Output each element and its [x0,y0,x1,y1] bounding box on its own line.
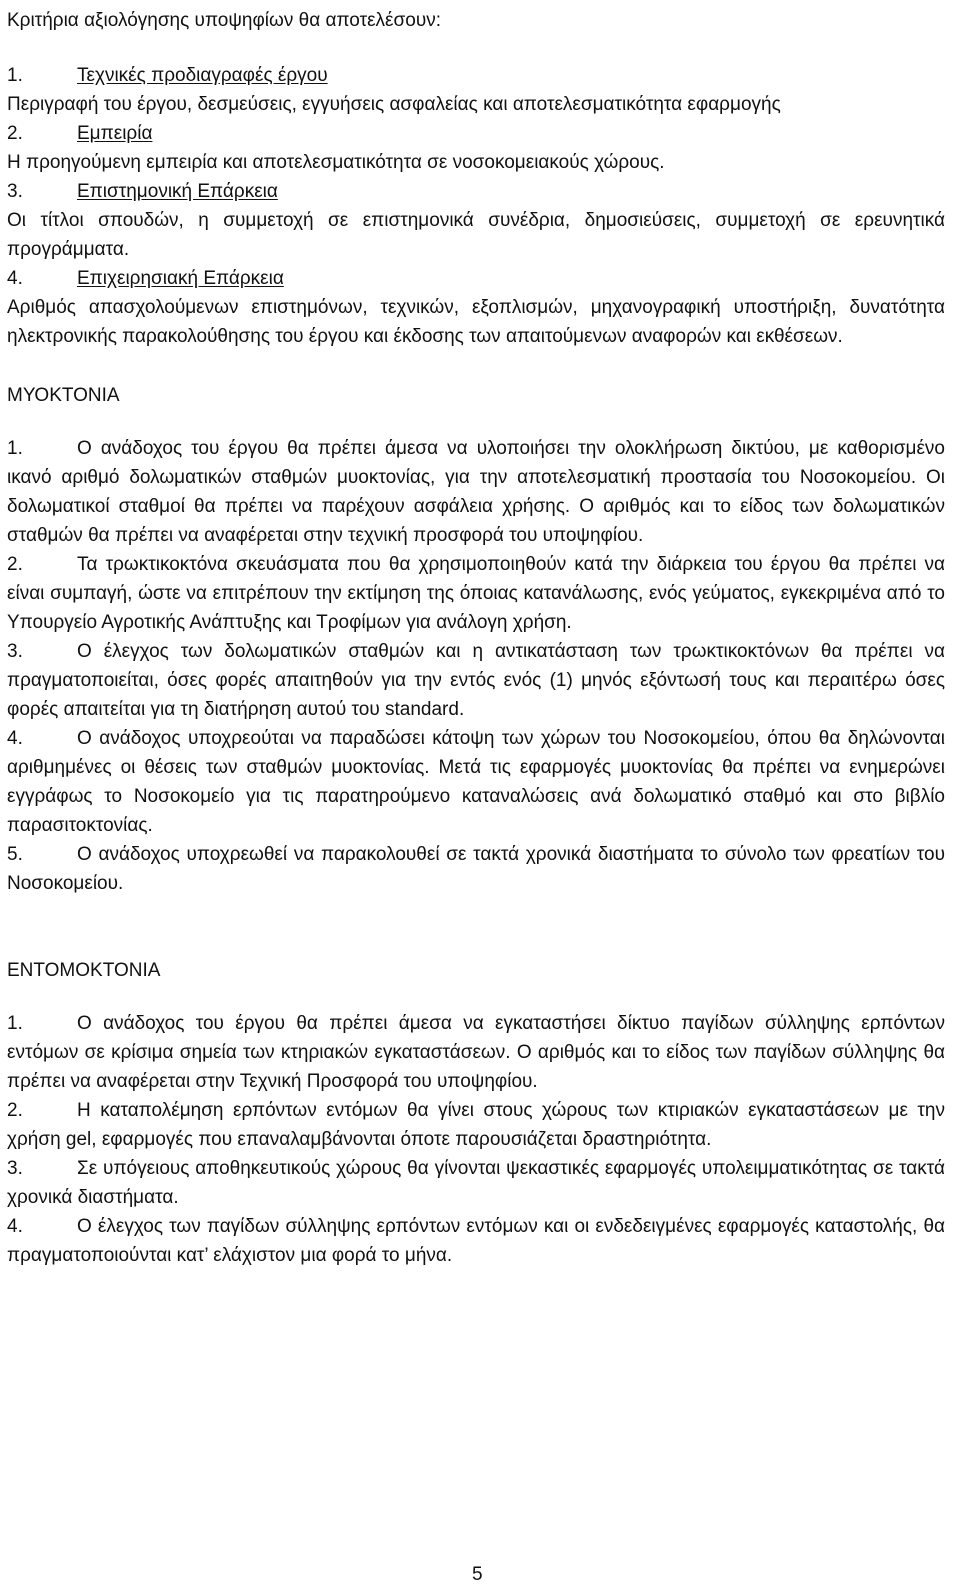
criteria-intro: Κριτήρια αξιολόγησης υποψηφίων θα αποτελέσουν: [7,10,441,31]
item-text: Η καταπολέμηση ερπόντων εντόμων θα γίνει στους χώρους των κτιριακών εγκαταστάσεων με την χρήση gel, εφαρμογές που επαναλαμβάνονται όποτε παρουσιάζεται δραστηριότητα. [7,1100,945,1150]
criterion-number: 2. [7,123,23,144]
item-number: 1. [7,1013,23,1034]
item-text: Ο ανάδοχος υποχρεωθεί να παρακολουθεί σε τακτά χρονικά διαστήματα το σύνολο των φρεατίων του Νοσοκομείου. [7,844,945,894]
item-text: Ο έλεγχος των δολωματικών σταθμών και η αντικατάσταση των τρωκτικοκτόνων θα πρέπει να πραγματοποιείται, όσες φορές απαιτηθούν για την εντός ενός (1) μηνός εξόντωσή τους και περαιτέρω όσες φορές απαιτείται για τη διατήρηση αυτού του standard. [7,641,945,720]
criterion-text: Οι τίτλοι σπουδών, η συμμετοχή σε επιστημονικά συνέδρια, δημοσιεύσεις, συμμετοχή σε ερευνητικά προγράμματα. [7,210,945,260]
item-text: Ο έλεγχος των παγίδων σύλληψης ερπόντων εντόμων και οι ενδεδειγμένες εφαρμογές καταστολής, θα πραγματοποιούνται κατ’ ελάχιστον μια φορά το μήνα. [7,1216,945,1266]
criterion-item [7,119,945,177]
section-item [7,1009,945,1096]
section-item [7,840,945,898]
criterion-item [7,264,945,351]
item-number: 3. [7,1158,23,1179]
criteria-list [7,61,945,351]
criterion-title: Επιστημονική Επάρκεια [77,181,278,202]
item-number: 2. [7,1100,23,1121]
item-number: 1. [7,438,23,459]
item-text: Σε υπόγειους αποθηκευτικούς χώρους θα γίνονται ψεκαστικές εφαρμογές υπολειμματικότητας σε τακτά χρονικά διαστήματα. [7,1158,945,1208]
section-item [7,434,945,550]
page-number: 5 [472,1564,483,1585]
section-item [7,550,945,637]
insect-control-section [7,956,945,1270]
criterion-heading [7,177,945,206]
criterion-heading [7,119,945,148]
criterion-title: Τεχνικές προδιαγραφές έργου [77,65,328,86]
section-item [7,1096,945,1154]
criterion-item [7,61,945,119]
section-item [7,724,945,840]
item-number: 2. [7,554,23,575]
item-text: Ο ανάδοχος του έργου θα πρέπει άμεσα να υλοποιήσει την ολοκλήρωση δικτύου, με καθορισμένο ικανό αριθμό δολωματικών σταθμών μυοκτονίας, για την αποτελεσματική προστασία του Νοσοκομείου. Οι δολωματικοί σταθμοί θα πρέπει να παρέχουν ασφάλεια χρήσης. Ο αριθμός και το είδος των δολωματικών σταθμών θα πρέπει να αναφέρεται στην τεχνική προσφορά του υποψηφίου. [7,438,945,546]
rodent-control-section [7,381,945,898]
document-page [7,6,945,1270]
criterion-item [7,177,945,264]
criterion-heading [7,264,945,293]
criterion-title: Επιχειρησιακή Επάρκεια [77,268,284,289]
item-number: 3. [7,641,23,662]
item-number: 4. [7,1216,23,1237]
criterion-text: Περιγραφή του έργου, δεσμεύσεις, εγγυήσεις ασφαλείας και αποτελεσματικότητα εφαρμογής [7,94,781,115]
section-title: ΜΥΟΚΤΟΝΙΑ [7,385,120,406]
section-item [7,637,945,724]
criterion-number: 3. [7,181,23,202]
item-text: Τα τρωκτικοκτόνα σκευάσματα που θα χρησιμοποιηθούν κατά την διάρκεια του έργου θα πρέπει να είναι συμπαγή, ώστε να επιτρέπουν την εκτίμηση της όποιας κατανάλωσης, ενός γεύματος, εγκεκριμένα από το Υπουργείο Αγροτικής Ανάπτυξης και Τροφίμων για ανάλογη χρήση. [7,554,945,633]
criterion-number: 1. [7,65,23,86]
criterion-title: Εμπειρία [77,123,153,144]
criterion-text: Η προηγούμενη εμπειρία και αποτελεσματικότητα σε νοσοκομειακούς χώρους. [7,152,665,173]
criterion-number: 4. [7,268,23,289]
item-text: Ο ανάδοχος υποχρεούται να παραδώσει κάτοψη των χώρων του Νοσοκομείου, όπου θα δηλώνονται αριθμημένες οι θέσεις των σταθμών μυοκτονίας. Μετά τις εφαρμογές μυοκτονίας θα πρέπει να ενημερώνει εγγράφως το Νοσοκομείο για τις παρατηρούμενο καταναλώσεις ανά δολωματικό σταθμό και στο βιβλίο παρασιτοκτονίας. [7,728,945,836]
criterion-heading [7,61,945,90]
section-item [7,1154,945,1212]
section-item [7,1212,945,1270]
item-text: Ο ανάδοχος του έργου θα πρέπει άμεσα να εγκαταστήσει δίκτυο παγίδων σύλληψης ερπόντων εντόμων σε κρίσιμα σημεία των κτηριακών εγκαταστάσεων. Ο αριθμός και το είδος των παγίδων σύλληψης θα πρέπει να αναφέρεται στην Τεχνική Προσφορά του υποψηφίου. [7,1013,945,1092]
criterion-text: Αριθμός απασχολούμενων επιστημόνων, τεχνικών, εξοπλισμών, μηχανογραφική υποστήριξη, δυνατότητα ηλεκτρονικής παρακολούθησης του έργου και έκδοσης των απαιτούμενων αναφορών και εκθέσεων. [7,297,945,347]
item-number: 4. [7,728,23,749]
section-title: ΕΝΤΟΜΟΚΤΟΝΙΑ [7,960,161,981]
item-number: 5. [7,844,23,865]
